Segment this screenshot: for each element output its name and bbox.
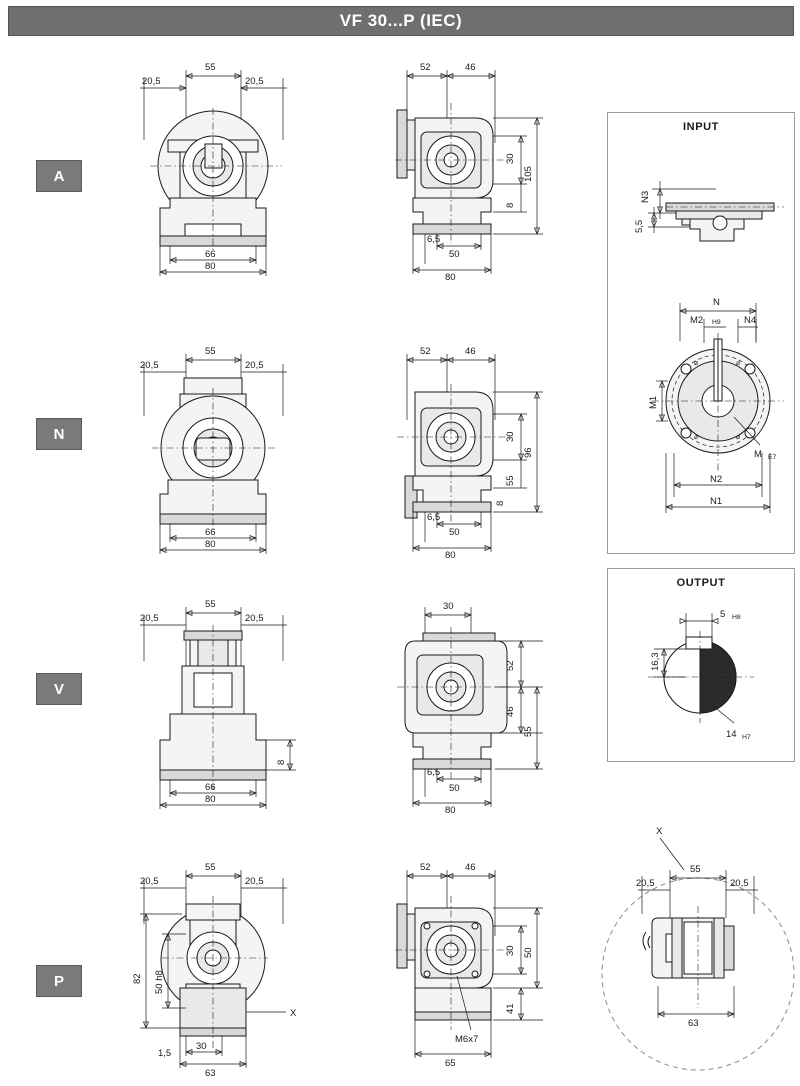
row-label-p xyxy=(36,965,82,997)
input-panel-header: INPUT xyxy=(683,121,719,133)
dim-20-5-left-detail: 20,5 xyxy=(636,878,655,889)
hole-mark-2: ⌀ xyxy=(736,360,741,367)
hole-mark-1: ⌀ xyxy=(694,360,699,367)
dim-1-5: 1,5 xyxy=(158,1048,172,1059)
dim-63-p: 63 xyxy=(205,1068,216,1079)
dim-46-n: 46 xyxy=(465,346,476,357)
dim-55-n: 55 xyxy=(205,346,216,357)
dim-63-detail: 63 xyxy=(688,1018,699,1029)
dim-55-p: 55 xyxy=(205,862,216,873)
dim-m2: M2 xyxy=(690,315,704,326)
dim-52: 52 xyxy=(420,62,431,73)
row-label-n xyxy=(36,418,82,450)
view-v-front xyxy=(110,585,330,810)
dim-55: 55 xyxy=(205,62,216,73)
dim-m-tol: E7 xyxy=(768,454,777,461)
dim-20-5-left-n: 20,5 xyxy=(140,360,159,371)
detail-label-x: X xyxy=(656,826,663,837)
dim-5-tol: H8 xyxy=(732,614,741,621)
dim-52-p: 52 xyxy=(420,862,431,873)
dim-m: M xyxy=(754,449,762,460)
dim-80-side: 80 xyxy=(445,272,456,283)
dim-m6x7: M6x7 xyxy=(455,1034,479,1045)
output-panel-header: OUTPUT xyxy=(676,577,726,589)
dim-30-p: 30 xyxy=(196,1041,207,1052)
row-label-v-text: V xyxy=(53,680,64,698)
dim-8-n: 8 xyxy=(495,500,506,506)
dim-14: 14 xyxy=(726,729,737,740)
view-a-front xyxy=(110,48,330,278)
leader-x-p: X xyxy=(290,1008,297,1019)
hole-mark-4: ⌀ xyxy=(736,434,741,441)
dim-n4: N4 xyxy=(744,315,757,326)
dim-50-h8: 50 h8 xyxy=(154,970,165,994)
dim-66: 66 xyxy=(205,249,216,260)
dim-m1: M1 xyxy=(648,395,659,409)
dim-30: 30 xyxy=(505,153,516,164)
dim-80: 80 xyxy=(205,261,216,272)
view-v-side xyxy=(385,585,575,816)
dim-46-p: 46 xyxy=(465,862,476,873)
dim-30-n: 30 xyxy=(505,431,516,442)
page-title: VF 30...P (IEC) xyxy=(339,11,463,30)
dim-50-p-side: 50 xyxy=(523,947,534,958)
dim-80-n: 80 xyxy=(205,539,216,550)
dim-50: 50 xyxy=(449,249,460,260)
hole-mark-3: ⌀ xyxy=(694,434,699,441)
dim-n: N xyxy=(713,297,720,308)
dim-m2-tol: H9 xyxy=(712,319,721,326)
view-p-side xyxy=(385,852,575,1077)
page-title-bar xyxy=(8,6,794,36)
dim-80-v: 80 xyxy=(205,794,216,805)
dim-20-5-right-n: 20,5 xyxy=(245,360,264,371)
row-label-v xyxy=(36,673,82,705)
dim-46: 46 xyxy=(465,62,476,73)
dim-82: 82 xyxy=(132,973,143,984)
dim-n1: N1 xyxy=(710,496,723,507)
dim-n2: N2 xyxy=(710,474,723,485)
dim-55-v: 55 xyxy=(523,726,534,737)
dim-6-5: 6,5 xyxy=(427,234,441,245)
dim-80-v-side: 80 xyxy=(445,805,456,816)
dim-55-n-side: 55 xyxy=(505,475,516,486)
dim-65: 65 xyxy=(445,1058,456,1069)
dim-14-tol: H7 xyxy=(742,734,751,741)
dim-55-v: 55 xyxy=(205,599,216,610)
dim-20-5-left: 20,5 xyxy=(142,76,161,87)
row-label-p-text: P xyxy=(53,972,64,990)
view-p-detail xyxy=(598,818,798,1078)
output-panel xyxy=(607,568,795,762)
dim-52-n: 52 xyxy=(420,346,431,357)
dim-6-5-v: 6,5 xyxy=(427,767,441,778)
dim-5: 5 xyxy=(720,609,726,620)
row-label-n-text: N xyxy=(53,425,65,443)
dim-30-p-side: 30 xyxy=(505,945,516,956)
view-n-front xyxy=(110,330,330,550)
dim-20-5-left-p: 20,5 xyxy=(140,876,159,887)
dim-46-v: 46 xyxy=(505,706,516,717)
row-label-a-text: A xyxy=(53,167,65,185)
view-p-front xyxy=(110,852,340,1077)
view-a-side xyxy=(385,48,575,283)
dim-80-n-side: 80 xyxy=(445,550,456,561)
dim-96: 96 xyxy=(523,447,534,458)
dim-8-v: 8 xyxy=(276,759,287,765)
dim-55-detail: 55 xyxy=(690,864,701,875)
row-label-a xyxy=(36,160,82,192)
dim-5-5: 5,5 xyxy=(634,219,645,233)
view-n-side xyxy=(385,330,575,561)
dim-8: 8 xyxy=(505,202,516,208)
dim-20-5-right-v: 20,5 xyxy=(245,613,264,624)
dim-20-5-right-detail: 20,5 xyxy=(730,878,749,889)
dim-n3: N3 xyxy=(640,190,651,203)
dim-6-5-n: 6,5 xyxy=(427,512,441,523)
input-panel xyxy=(607,112,795,554)
dim-52-v: 52 xyxy=(505,660,516,671)
dim-20-5-right: 20,5 xyxy=(245,76,264,87)
dim-20-5-right-p: 20,5 xyxy=(245,876,264,887)
dim-41: 41 xyxy=(505,1003,516,1014)
dim-66-n: 66 xyxy=(205,527,216,538)
dim-20-5-left-v: 20,5 xyxy=(140,613,159,624)
dim-50-v: 50 xyxy=(449,783,460,794)
dim-66-v: 66 xyxy=(205,782,216,793)
dim-30-v: 30 xyxy=(443,601,454,612)
dim-105: 105 xyxy=(523,166,534,182)
dim-50-n: 50 xyxy=(449,527,460,538)
dim-16-3: 16,3 xyxy=(650,652,661,671)
